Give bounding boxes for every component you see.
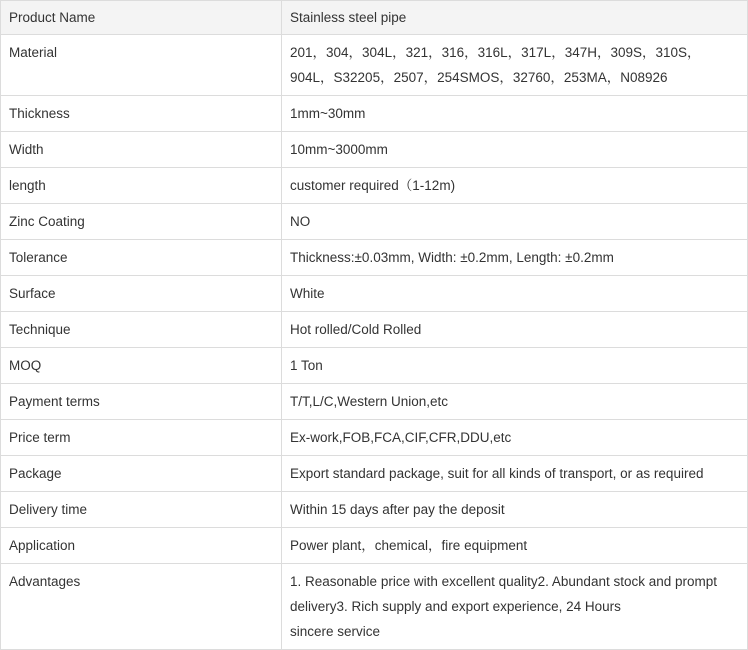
row-value: customer required（1-12m)	[282, 168, 748, 204]
row-value: Within 15 days after pay the deposit	[282, 492, 748, 528]
table-row	[1, 132, 748, 168]
table-row	[1, 348, 748, 384]
row-value	[282, 564, 748, 650]
table-row	[1, 384, 748, 420]
table-row	[1, 204, 748, 240]
table-row	[1, 528, 748, 564]
row-label: Payment terms	[1, 384, 282, 420]
advantages-text-continued: sincere service	[290, 624, 381, 639]
row-label: Tolerance	[1, 240, 282, 276]
table-row	[1, 276, 748, 312]
row-value: White	[282, 276, 748, 312]
table-row	[1, 168, 748, 204]
row-value: NO	[282, 204, 748, 240]
table-row	[1, 240, 748, 276]
table-row	[1, 492, 748, 528]
table-row	[1, 456, 748, 492]
row-value: Hot rolled/Cold Rolled	[282, 312, 748, 348]
row-label: Zinc Coating	[1, 204, 282, 240]
row-label: Delivery time	[1, 492, 282, 528]
table-row	[1, 564, 748, 650]
row-value: 1 Ton	[282, 348, 748, 384]
row-value: Power plant，chemical，fire equipment	[282, 528, 748, 564]
header-label: Product Name	[1, 1, 282, 35]
row-label: Surface	[1, 276, 282, 312]
table-row	[1, 312, 748, 348]
row-value: Thickness:±0.03mm, Width: ±0.2mm, Length: ±0.2mm	[282, 240, 748, 276]
table-row	[1, 420, 748, 456]
row-value: 1mm~30mm	[282, 96, 748, 132]
row-label: Price term	[1, 420, 282, 456]
header-value: Stainless steel pipe	[282, 1, 748, 35]
row-label: Package	[1, 456, 282, 492]
row-label: Thickness	[1, 96, 282, 132]
row-label: Application	[1, 528, 282, 564]
advantages-text: 1. Reasonable price with excellent quality2. Abundant stock and prompt delivery3. Rich supply and export experience, 24 Hours	[290, 574, 718, 614]
row-label: Advantages	[1, 564, 282, 650]
row-label: Width	[1, 132, 282, 168]
row-label: MOQ	[1, 348, 282, 384]
row-value: 10mm~3000mm	[282, 132, 748, 168]
row-label: Technique	[1, 312, 282, 348]
table-header-row	[1, 1, 748, 35]
row-value: 201，304，304L，321，316，316L，317L，347H，309S，310S，904L，S32205，2507，254SMOS，32760，253MA，N08926	[282, 35, 748, 96]
row-label: length	[1, 168, 282, 204]
row-value: Ex-work,FOB,FCA,CIF,CFR,DDU,etc	[282, 420, 748, 456]
row-value: T/T,L/C,Western Union,etc	[282, 384, 748, 420]
row-label: Material	[1, 35, 282, 96]
table-row	[1, 35, 748, 96]
table-row	[1, 96, 748, 132]
row-value: Export standard package, suit for all kinds of transport, or as required	[282, 456, 748, 492]
